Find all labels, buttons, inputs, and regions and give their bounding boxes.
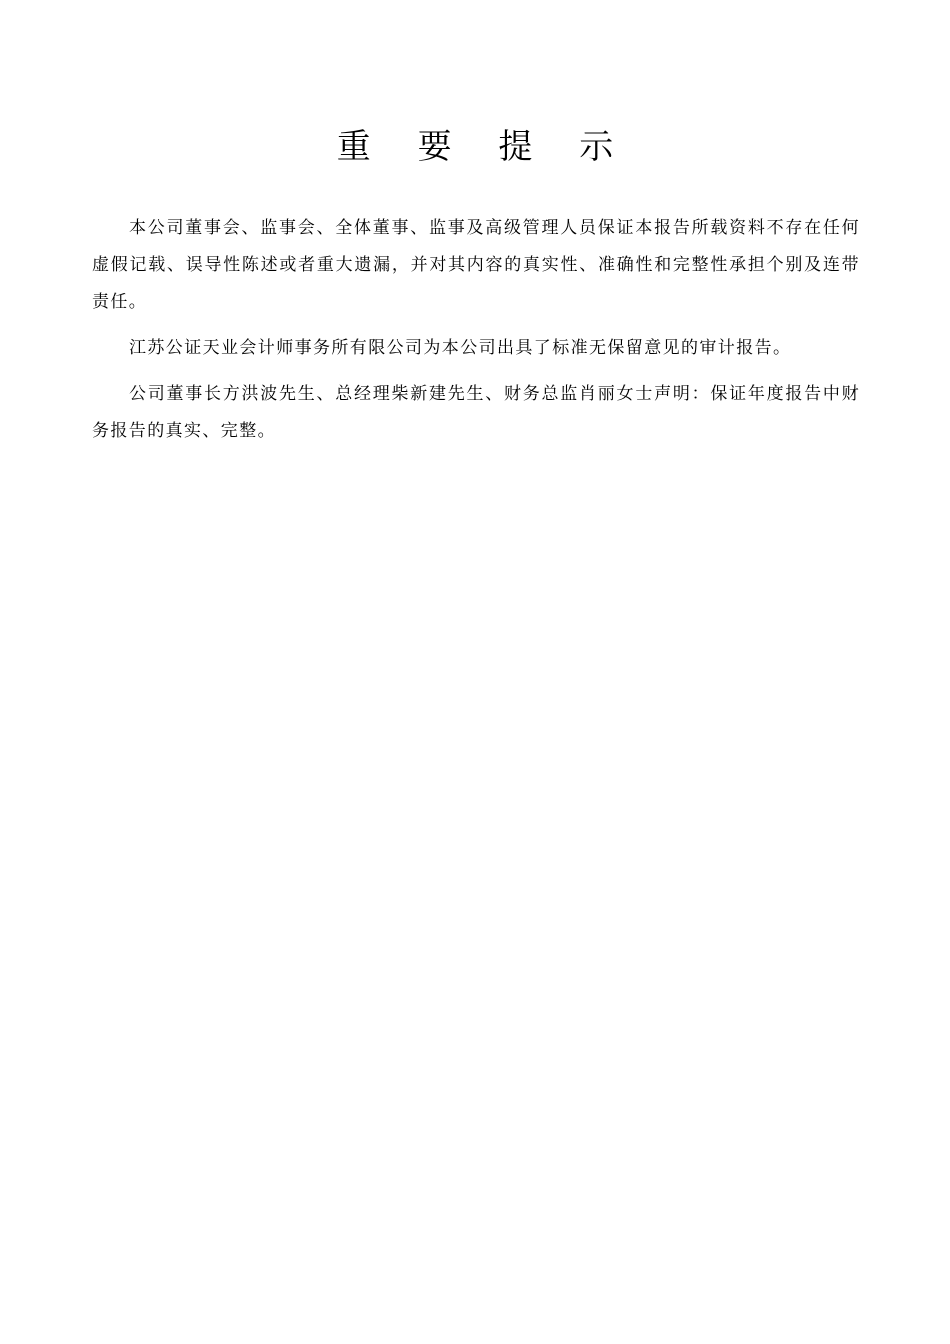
document-title: 重 要 提 示 [336, 127, 632, 167]
paragraph-officer-statement: 公司董事长方洪波先生、总经理柴新建先生、财务总监肖丽女士声明：保证年度报告中财务报告的真实、完整。 [92, 384, 860, 441]
paragraph-audit-opinion: 江苏公证天业会计师事务所有限公司为本公司出具了标准无保留意见的审计报告。 [129, 338, 792, 358]
document-body [92, 210, 860, 450]
paragraph-board-guarantee: 本公司董事会、监事会、全体董事、监事及高级管理人员保证本报告所载资料不存在任何虚假记载、误导性陈述或者重大遗漏，并对其内容的真实性、准确性和完整性承担个别及连带责任。 [92, 218, 860, 312]
